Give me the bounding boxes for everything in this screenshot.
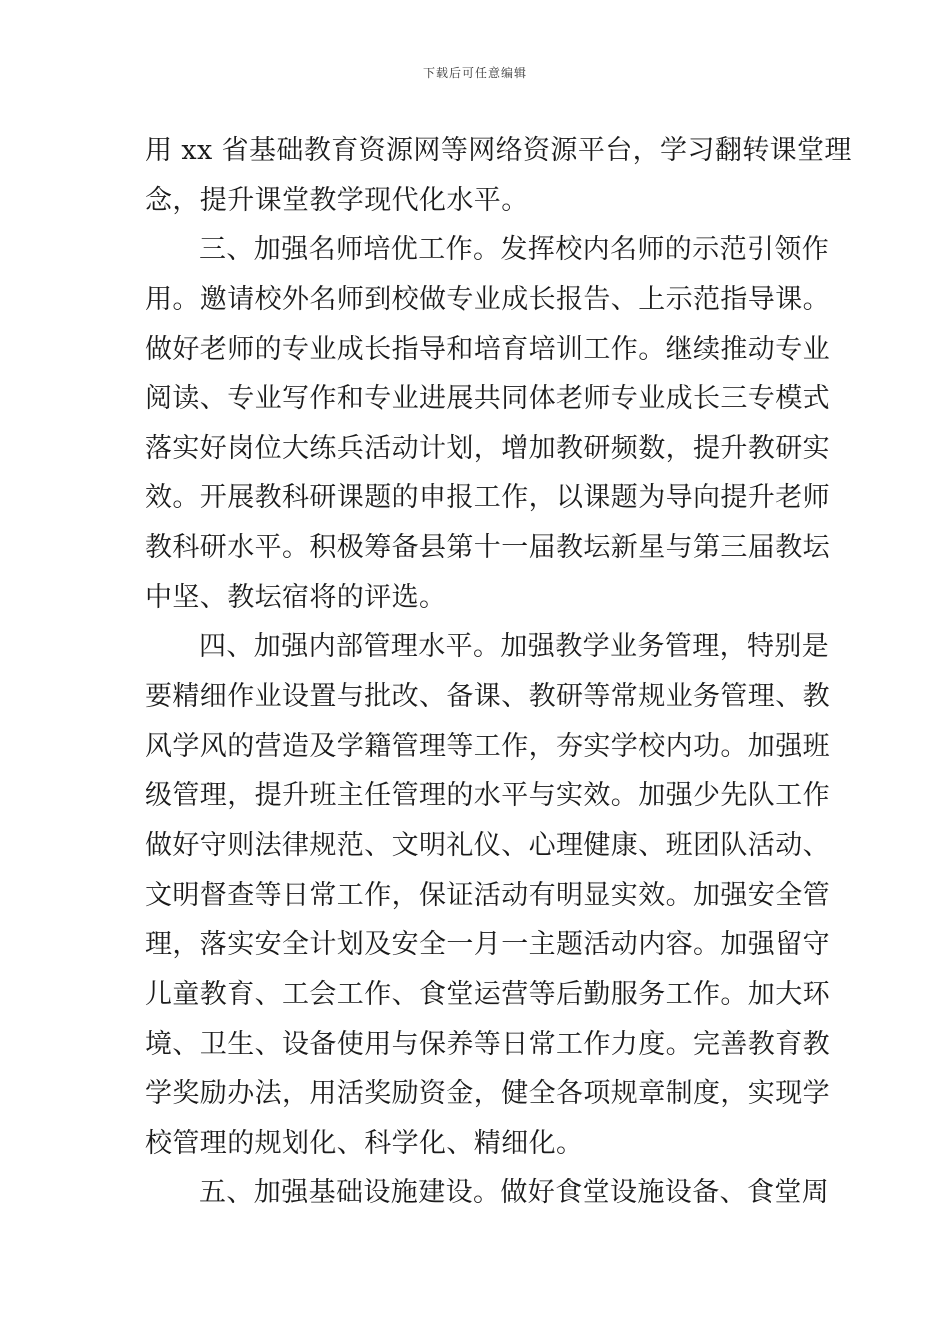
text-line: 文明督查等日常工作，保证活动有明显实效。加强安全管 — [145, 879, 830, 911]
paragraph-start-line: 三、加强名师培优工作。发挥校内名师的示范引领作 — [199, 234, 830, 266]
text-line: 落实好岗位大练兵活动计划，增加教研频数，提升教研实 — [145, 432, 830, 464]
paragraph-start-line: 五、加强基础设施建设。做好食堂设施设备、食堂周 — [199, 1177, 830, 1209]
text-line: 念，提升课堂教学现代化水平。 — [145, 184, 529, 216]
text-line: 儿童教育、工会工作、食堂运营等后勤服务工作。加大环 — [145, 978, 830, 1010]
text-line: 级管理，提升班主任管理的水平与实效。加强少先队工作 — [145, 780, 830, 812]
text-line: 学奖励办法，用活奖励资金，健全各项规章制度，实现学 — [145, 1078, 830, 1110]
document-body — [145, 126, 852, 1218]
text-line: 风学风的营造及学籍管理等工作，夯实学校内功。加强班 — [145, 730, 830, 762]
text-line: 阅读、专业写作和专业进展共同体老师专业成长三专模式 — [145, 383, 830, 415]
text-line: 要精细作业设置与批改、备课、教研等常规业务管理、教 — [145, 681, 830, 713]
text-line: 用。邀请校外名师到校做专业成长报告、上示范指导课。 — [145, 283, 830, 315]
text-line: 做好守则法律规范、文明礼仪、心理健康、班团队活动、 — [145, 829, 830, 861]
text-line: 校管理的规划化、科学化、精细化。 — [145, 1127, 584, 1159]
paragraph-start-line: 四、加强内部管理水平。加强教学业务管理，特别是 — [199, 631, 830, 663]
text-line: 理，落实安全计划及安全一月一主题活动内容。加强留守 — [145, 929, 830, 961]
text-line: 中坚、教坛宿将的评选。 — [145, 581, 447, 613]
text-line: 做好老师的专业成长指导和培育培训工作。继续推动专业 — [145, 333, 830, 365]
page-header: 下载后可任意编辑 — [422, 66, 527, 80]
text-line: 教科研水平。积极筹备县第十一届教坛新星与第三届教坛 — [145, 532, 830, 564]
text-line: 效。开展教科研课题的申报工作，以课题为导向提升老师 — [145, 482, 830, 514]
text-line: 用 xx 省基础教育资源网等网络资源平台，学习翻转课堂理 — [145, 135, 852, 166]
text-line: 境、卫生、设备使用与保养等日常工作力度。完善教育教 — [145, 1028, 830, 1060]
